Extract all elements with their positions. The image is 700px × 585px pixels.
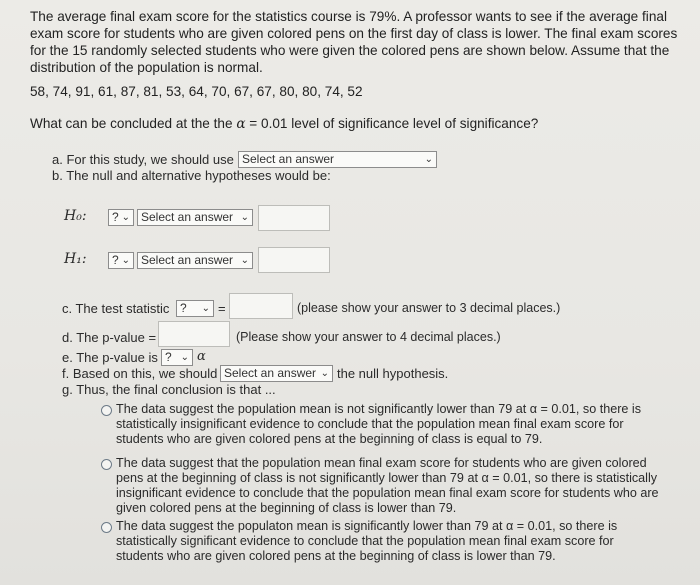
test-statistic-select-value: ? xyxy=(180,301,187,315)
p-value-compare-value: ? xyxy=(165,350,172,364)
part-f-suffix: the null hypothesis. xyxy=(337,366,449,381)
h1-label: H₁: xyxy=(64,251,87,267)
chevron-down-icon xyxy=(181,350,189,365)
chevron-down-icon xyxy=(425,152,433,167)
chevron-down-icon xyxy=(202,301,210,316)
alpha-symbol: α xyxy=(197,349,206,364)
part-b-label: b. The null and alternative hypotheses would be: xyxy=(52,168,331,183)
conclusion-option-2[interactable]: The data suggest that the population mean final exam score for students who are given colored pens at the beginning of class is not significantly lower than 79 at α = 0.01, so there is statistically insignificant evidence to conclude that the population mean final exam score for students who are given colored pens at the beginning of class is lower than 79. xyxy=(116,456,659,515)
chevron-down-icon xyxy=(321,366,329,381)
part-f-label: f. Based on this, we should xyxy=(62,366,218,381)
test-type-select-value: Select an answer xyxy=(242,152,335,166)
part-c-label: c. The test statistic xyxy=(62,301,170,316)
h1-parameter-select[interactable] xyxy=(108,252,134,269)
equals-sign: = xyxy=(218,301,226,316)
chevron-down-icon xyxy=(241,210,249,225)
h1-value-input[interactable] xyxy=(258,247,330,273)
chevron-down-icon xyxy=(122,253,130,268)
chevron-down-icon xyxy=(241,253,249,268)
conclusion-radio-3[interactable] xyxy=(101,522,112,533)
h0-relation-select[interactable] xyxy=(137,209,253,226)
h0-parameter-select[interactable] xyxy=(108,209,134,226)
alpha-symbol: α xyxy=(236,116,246,132)
test-statistic-select[interactable] xyxy=(176,300,214,317)
question-prefix: What can be concluded at the the xyxy=(30,116,233,131)
question-text xyxy=(30,116,538,132)
problem-statement: The average final exam score for the statistics course is 79%. A professor wants to see if the average final exam score for students who are given colored pens on the first day of class is lower. The final exam scores for the 15 randomly selected students who were given the colored pens are shown below. Assume that the distribution of the population is normal. xyxy=(30,9,678,75)
h1-relation-select[interactable] xyxy=(137,252,253,269)
p-value-compare-select[interactable] xyxy=(161,349,193,366)
decision-select[interactable] xyxy=(220,365,333,382)
part-g-label: g. Thus, the final conclusion is that ... xyxy=(62,382,276,397)
conclusion-option-1[interactable]: The data suggest the population mean is not significantly lower than 79 at α = 0.01, so there is statistically insignificant evidence to conclude that the population mean final exam score for students who are given colored pens at the beginning of class is equal to 79. xyxy=(116,402,641,446)
part-c-hint: (please show your answer to 3 decimal places.) xyxy=(297,301,561,315)
conclusion-radio-1[interactable] xyxy=(101,405,112,416)
chevron-down-icon xyxy=(122,210,130,225)
question-suffix: = 0.01 level of significance level of significance? xyxy=(249,116,539,131)
p-value-input[interactable] xyxy=(158,321,230,347)
conclusion-radio-2[interactable] xyxy=(101,459,112,470)
conclusion-option-3[interactable]: The data suggest the populaton mean is significantly lower than 79 at α = 0.01, so there is statistically significant evidence to conclude that the population mean final exam score for students who are given colored pens at the beginning of class is lower than 79. xyxy=(116,519,618,563)
h0-label: H₀: xyxy=(64,208,87,224)
h0-parameter-value: ? xyxy=(112,210,119,224)
part-d-label: d. The p-value = xyxy=(62,330,157,345)
decision-select-value: Select an answer xyxy=(224,366,317,380)
h0-value-input[interactable] xyxy=(258,205,330,231)
exam-scores: 58, 74, 91, 61, 87, 81, 53, 64, 70, 67, 67, 80, 80, 74, 52 xyxy=(30,84,363,99)
h0-relation-value: Select an answer xyxy=(141,210,234,224)
test-statistic-input[interactable] xyxy=(229,293,293,319)
test-type-select[interactable] xyxy=(238,151,437,168)
part-d-hint: (Please show your answer to 4 decimal places.) xyxy=(236,330,501,344)
h1-parameter-value: ? xyxy=(112,253,119,267)
part-e-label: e. The p-value is xyxy=(62,350,158,365)
h1-relation-value: Select an answer xyxy=(141,253,234,267)
part-a-label: a. For this study, we should use xyxy=(52,152,234,167)
